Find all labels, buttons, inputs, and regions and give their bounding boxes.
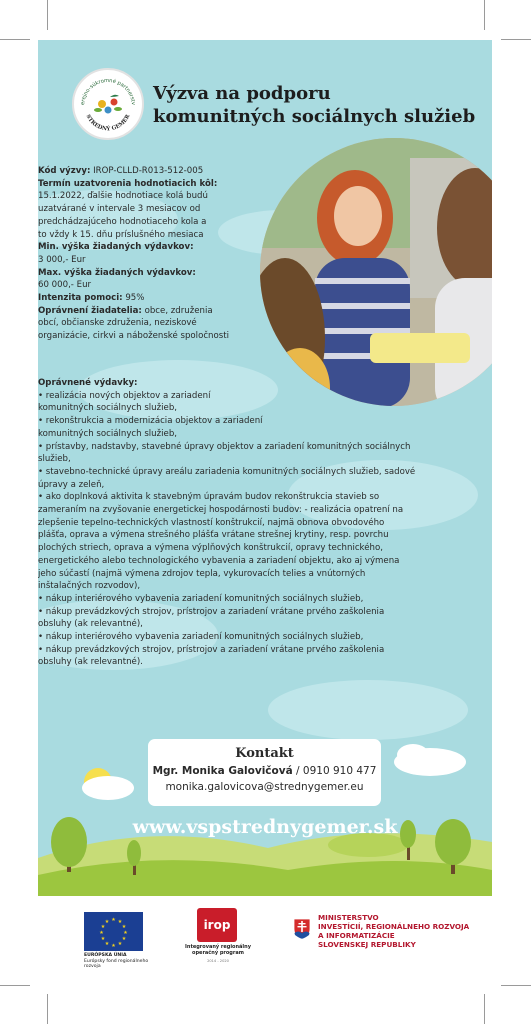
svg-text:★: ★ (111, 943, 116, 949)
ministry-caption (318, 914, 478, 950)
contact-phone: / 0910 910 477 (292, 765, 377, 777)
svg-text:★: ★ (121, 936, 127, 942)
expense-line: • ako doplnková aktivita k stavebným úpravám budov rekonštrukcia stavieb so (38, 492, 380, 503)
expense-line: inštalačných rozvodov), (38, 581, 141, 592)
contact-box (148, 739, 381, 806)
vsp-stredny-gemer-logo (72, 68, 144, 140)
info-value: predchádzajúceho hodnotiaceho kola a (38, 216, 207, 227)
contact-email[interactable]: monika.galovicova@strednygemer.eu (165, 781, 364, 793)
eu-caption (84, 953, 154, 970)
expenses-heading: Oprávnené výdavky: (38, 378, 138, 388)
expense-line: obsluhy (ak relevantné). (38, 657, 143, 668)
crop-mark (484, 994, 485, 1024)
crop-mark (47, 994, 48, 1024)
expense-line: • prístavby, nadstavby, stavebné úpravy objektov a zariadení komunitných sociálnych (38, 441, 411, 452)
expense-line: • nákup interiérového vybavenia zariadení komunitných sociálnych služieb, (38, 593, 364, 604)
info-intensity (38, 292, 268, 305)
eligible-expenses (38, 377, 458, 669)
info-value: to vždy k 15. dňu príslušného mesiaca (38, 229, 204, 240)
info-value: uzatvárané v intervale 3 mesiacov od (38, 204, 201, 215)
slovak-coat-of-arms-icon (293, 918, 311, 940)
children-photo (260, 138, 492, 406)
expense-line: plochých striech, oprava a výmena výplňových konštrukcií, opravy technického, (38, 543, 383, 554)
info-value: 95% (122, 293, 145, 304)
irop-caption (180, 944, 256, 956)
ministry-line: INVESTÍCIÍ, REGIONÁLNEHO ROZVOJA (318, 921, 470, 931)
expense-line: • nákup prevádzkových strojov, prístrojov a zariadení vrátane prvého zaškolenia (38, 606, 385, 617)
contact-title: Kontakt (235, 746, 294, 761)
expense-line: • rekonštrukcia a modernizácia objektov a zariadení (38, 416, 263, 427)
crop-mark (0, 985, 30, 986)
expense-line: jeho súčastí (najmä výmena zdrojov tepla, vykurovacích telies a vnútorných (38, 568, 366, 579)
info-value: 15.1.2022, ďalšie hodnotiace kolá budú (38, 191, 208, 202)
crop-mark (0, 39, 30, 40)
irop-name-line: operačný program (192, 950, 244, 956)
svg-text:★: ★ (117, 941, 123, 947)
expense-line: komunitných sociálnych služieb, (38, 428, 178, 439)
svg-text:★: ★ (99, 930, 104, 936)
eu-name: EURÓPSKA ÚNIA (84, 953, 127, 958)
irop-years: 2014 - 2020 (207, 959, 229, 963)
svg-text:★: ★ (111, 917, 116, 923)
info-code (38, 165, 268, 178)
info-value: IROP-CLLD-R013-512-005 (90, 166, 204, 176)
eu-stars-icon (84, 912, 143, 951)
title-line: komunitných sociálnych služieb (153, 106, 476, 127)
crop-mark (47, 0, 48, 30)
page-title (153, 82, 483, 128)
contact-name: Mgr. Monika Galovičová (152, 765, 293, 777)
crop-mark (484, 0, 485, 30)
crop-mark (501, 985, 531, 986)
poster (38, 40, 492, 896)
eu-fund: Európsky fond regionálneho rozvoja (84, 958, 149, 970)
info-value: 3 000,- Eur (38, 254, 86, 265)
expense-line: úpravy a zeleň, (38, 479, 105, 490)
svg-text:★: ★ (100, 936, 106, 942)
expense-line: • nákup prevádzkových strojov, prístrojov a zariadení vrátane prvého zaškolenia (38, 644, 385, 655)
contact-person (148, 765, 381, 777)
info-label: Min. výška žiadaných výdavkov: (38, 242, 194, 253)
eu-flag-icon (84, 912, 143, 951)
photo-illustration (260, 138, 492, 406)
website-link[interactable]: www.vspstrednygemer.sk (132, 816, 398, 838)
logo-arc-text: erejno-súkromné partnerstv (79, 77, 137, 106)
crest-shape (293, 918, 311, 940)
info-applicants (38, 305, 268, 318)
svg-text:★: ★ (104, 941, 110, 947)
expense-line: služieb, (38, 454, 71, 465)
expense-line: • stavebno-technické úpravy areálu zariadenia komunitných sociálnych služieb, sadové (38, 466, 416, 477)
svg-text:★: ★ (117, 919, 123, 925)
info-value: obce, združenia (141, 305, 213, 316)
info-value: obcí, občianske združenia, neziskové (38, 318, 197, 329)
expense-line: zlepšenie tepelno-technických vlastností konštrukcií, najmä obnova obvodového (38, 517, 385, 528)
info-label: Max. výška žiadaných výdavkov: (38, 267, 196, 278)
irop-name-line: Integrovaný regionálny (185, 944, 251, 950)
crop-mark (501, 39, 531, 40)
svg-text:★: ★ (100, 924, 106, 930)
svg-text:★: ★ (104, 919, 110, 925)
title-line: Výzva na podporu (153, 83, 331, 104)
info-value: organizácie, cirkvi a náboženské spoločnosti (38, 331, 229, 342)
expense-line: obsluhy (ak relevantné), (38, 619, 143, 630)
ministry-line: SLOVENSKEJ REPUBLIKY (318, 939, 416, 949)
info-value: 60 000,- Eur (38, 280, 92, 291)
info-label: Termín uzatvorenia hodnotiacich kôl: (38, 178, 218, 189)
svg-text:★: ★ (123, 930, 128, 936)
info-label: Intenzita pomoci: (38, 293, 123, 304)
ministry-line: A INFORMATIZÁCIE (318, 930, 395, 940)
ministry-line: MINISTERSTVO (318, 913, 379, 922)
irop-logo: irop (197, 908, 237, 942)
info-label: Oprávnení žiadatelia: (38, 305, 142, 316)
logo-name-text: STREDNÝ GEMER (84, 113, 132, 133)
expense-line: • realizácia nových objektov a zariadení (38, 390, 211, 401)
logo-emblem-icon (74, 70, 142, 138)
expense-line: zameraním na zvyšovanie energetickej hospodárnosti budov: - realizácia opatrení na (38, 505, 404, 516)
expense-line: plášťa, oprava a výmena strešného plášťa vrátane strešnej krytiny, resp. povrchu (38, 530, 389, 541)
svg-text:STREDNÝ GEMER (85, 113, 132, 132)
expense-line: • nákup interiérového vybavenia zariadení komunitných sociálnych služieb, (38, 632, 364, 643)
expense-line: energetického alebo technologického vybavenia a zariadení objektu, ako aj výmena (38, 555, 400, 566)
svg-text:Verejno-súkromné partnerstvo (74, 70, 136, 105)
expense-line: komunitných sociálnych služieb, (38, 403, 178, 414)
call-info (38, 165, 268, 343)
svg-text:★: ★ (121, 924, 127, 930)
info-label: Kód výzvy: (38, 166, 91, 176)
